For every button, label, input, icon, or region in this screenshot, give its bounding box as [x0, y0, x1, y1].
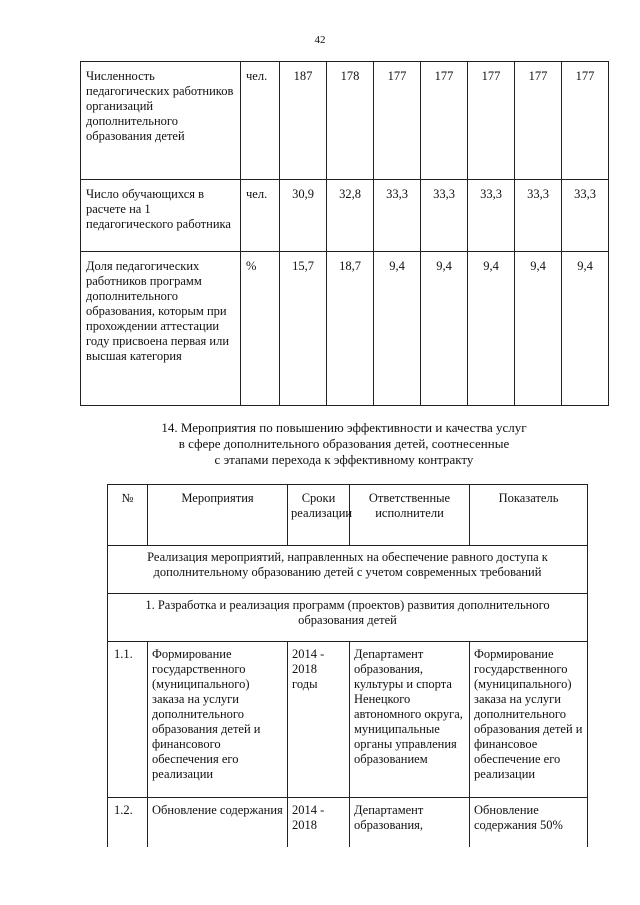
indicator-value: 33,3	[515, 180, 562, 252]
indicator-value: 9,4	[468, 252, 515, 406]
group-row	[108, 546, 588, 594]
indicator-value: 30,9	[280, 180, 327, 252]
indicator-value: 178	[327, 62, 374, 180]
subgroup-heading: 1. Разработка и реализация программ (проектов) развития дополнительного образования детей	[108, 594, 588, 642]
indicator-value: 33,3	[374, 180, 421, 252]
indicator-value: 177	[515, 62, 562, 180]
subgroup-row	[108, 594, 588, 642]
indicator-value: 177	[374, 62, 421, 180]
header-measures: Мероприятия	[148, 485, 288, 546]
responsible-cell: Департамент образования, культуры и спорта Ненецкого автономного округа, муниципальные органы управления образованием	[350, 642, 470, 798]
indicator-value: 9,4	[421, 252, 468, 406]
table-header-row	[108, 485, 588, 546]
header-deadlines: Сроки реализации	[288, 485, 350, 546]
indicator-value: 177	[562, 62, 609, 180]
section-title	[80, 420, 608, 468]
indicator-value: 33,3	[421, 180, 468, 252]
indicator-value: 9,4	[562, 252, 609, 406]
section-title-line: с этапами перехода к эффективному контракту	[214, 452, 474, 467]
indicator-name: Доля педагогических работников программ дополнительного образования, которым при прохождении аттестации году присвоена первая или высшая категория	[81, 252, 241, 406]
section-title-line: в сфере дополнительного образования детей, соотнесенные	[178, 436, 510, 451]
deadline-cell: 2014 - 2018	[288, 798, 350, 848]
responsible-cell: Департамент образования,	[350, 798, 470, 848]
indicator-name: Численность педагогических работников организаций дополнительного образования детей	[81, 62, 241, 180]
section-title-line: 14. Мероприятия по повышению эффективности и качества услуг	[161, 420, 527, 435]
indicator-value: 32,8	[327, 180, 374, 252]
table-row	[81, 62, 609, 180]
indicator-value: 15,7	[280, 252, 327, 406]
measures-table	[107, 484, 588, 847]
header-indicator: Показатель	[470, 485, 588, 546]
row-number: 1.2.	[108, 798, 148, 848]
table-row	[108, 798, 588, 848]
indicators-table	[80, 61, 609, 406]
page-number: 42	[314, 34, 326, 46]
indicator-cell: Формирование государственного (муниципального) заказа на услуги дополнительного образования детей и финансовое обеспечение его реализации	[470, 642, 588, 798]
indicator-unit: чел.	[241, 62, 280, 180]
indicator-name: Число обучающихся в расчете на 1 педагогического работника	[81, 180, 241, 252]
indicator-unit: чел.	[241, 180, 280, 252]
indicator-value: 187	[280, 62, 327, 180]
table-row	[81, 180, 609, 252]
indicator-value: 177	[421, 62, 468, 180]
indicator-value: 33,3	[468, 180, 515, 252]
row-number: 1.1.	[108, 642, 148, 798]
indicator-unit: %	[241, 252, 280, 406]
table-row	[108, 642, 588, 798]
indicator-value: 18,7	[327, 252, 374, 406]
group-heading: Реализация мероприятий, направленных на обеспечение равного доступа к дополнительному образованию детей с учетом современных требований	[108, 546, 588, 594]
indicator-value: 177	[468, 62, 515, 180]
indicator-cell: Обновление содержания 50%	[470, 798, 588, 848]
indicator-value: 33,3	[562, 180, 609, 252]
indicator-value: 9,4	[374, 252, 421, 406]
measure-cell: Формирование государственного (муниципального) заказа на услуги дополнительного образования детей и финансового обеспечения его реализации	[148, 642, 288, 798]
indicator-value: 9,4	[515, 252, 562, 406]
deadline-cell: 2014 - 2018 годы	[288, 642, 350, 798]
measure-cell: Обновление содержания	[148, 798, 288, 848]
table-row	[81, 252, 609, 406]
header-no: №	[108, 485, 148, 546]
header-responsible: Ответственные исполнители	[350, 485, 470, 546]
